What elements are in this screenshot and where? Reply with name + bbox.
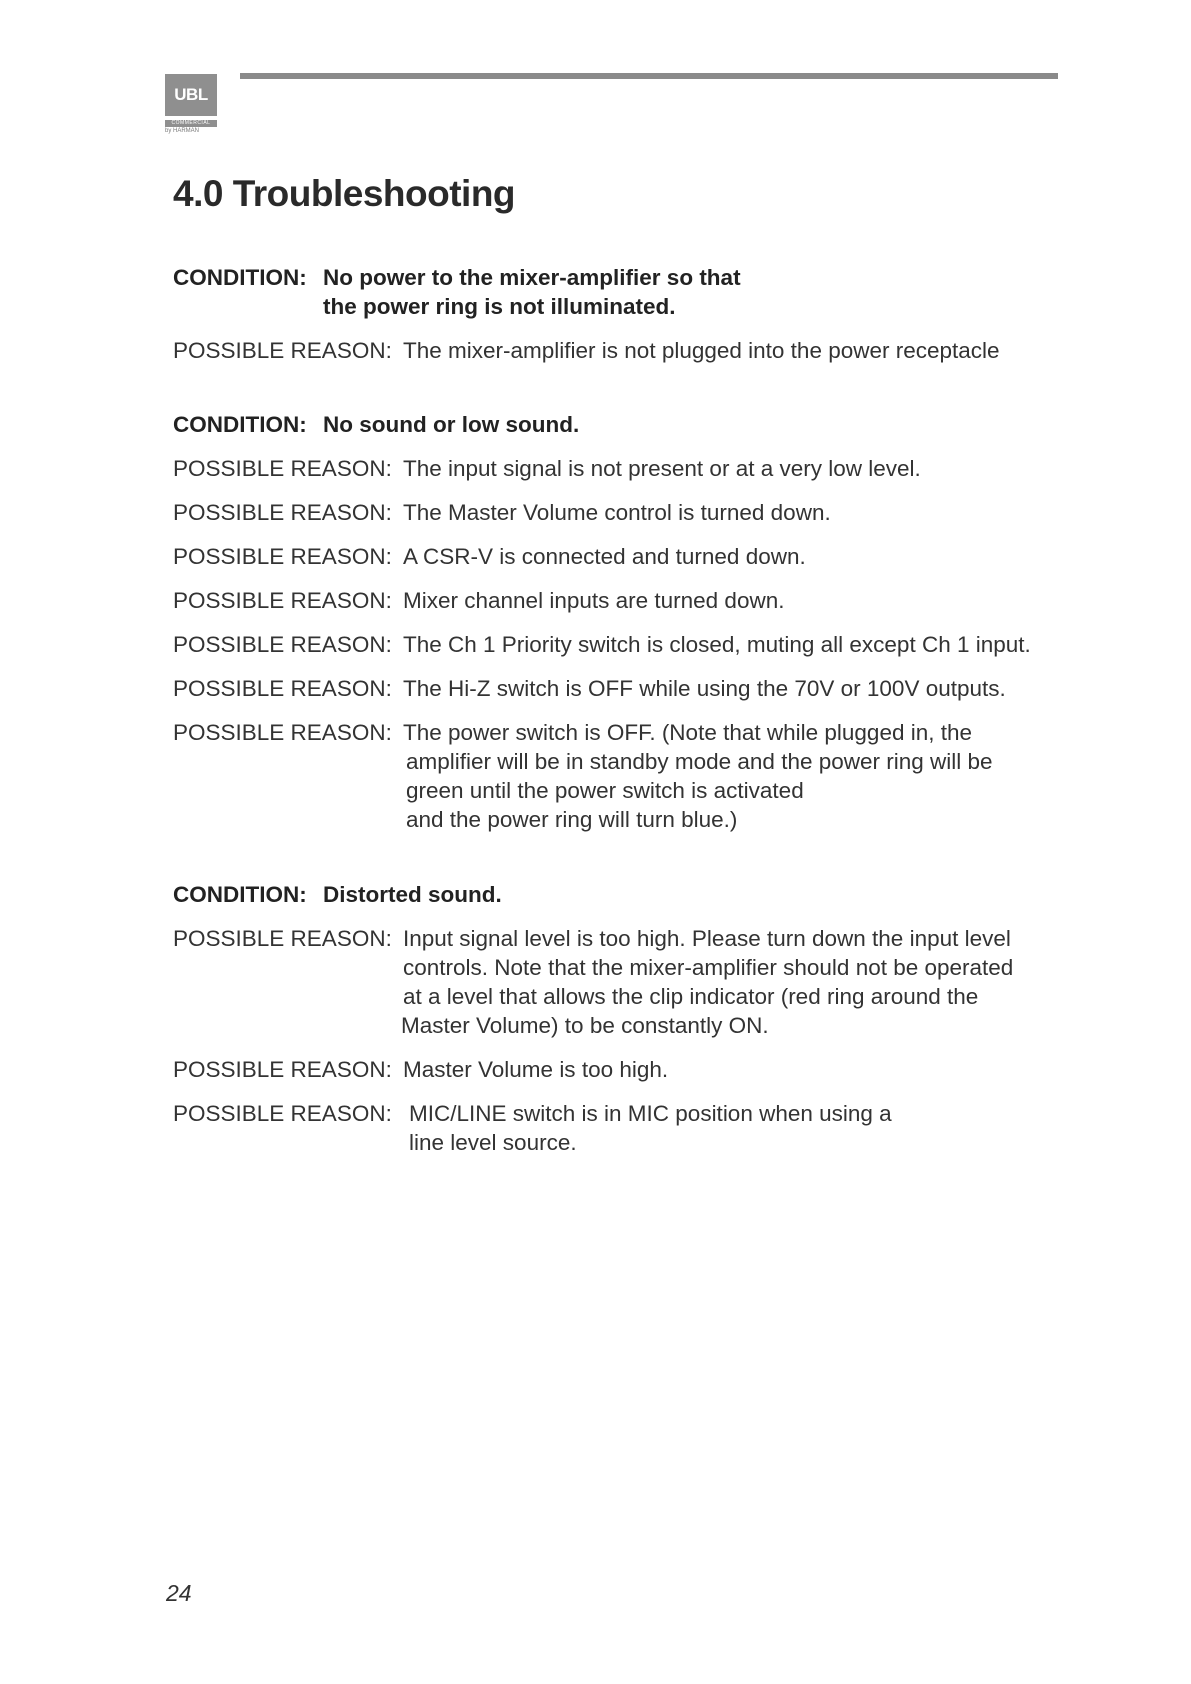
reason-label: POSSIBLE REASON: [173,456,392,481]
reason-row [173,542,1073,571]
reason-line: line level source. [409,1130,577,1155]
reason-line: Mixer channel inputs are turned down. [403,588,785,613]
reason-line: Input signal level is too high. Please turn down the input level [403,926,1011,951]
condition-line: Distorted sound. [323,882,502,907]
section-no-sound [173,410,1073,834]
reason-label: POSSIBLE REASON: [173,926,392,951]
reason-row [173,1099,1073,1157]
page-number: 24 [166,1580,192,1606]
reason-label: POSSIBLE REASON: [173,1057,392,1082]
reason-line: The mixer-amplifier is not plugged into the power receptacle [403,338,1000,363]
reason-line: MIC/LINE switch is in MIC position when using a [409,1101,892,1126]
reason-row [173,674,1073,703]
reason-text [403,1055,1073,1084]
condition-label: CONDITION: [173,412,307,437]
logo-subtext: by HARMAN [165,128,200,134]
reason-label: POSSIBLE REASON: [173,720,392,745]
condition-line: No sound or low sound. [323,412,580,437]
condition-row [173,263,1073,321]
condition-line: No power to the mixer-amplifier so that [323,265,741,290]
reason-line: The Ch 1 Priority switch is closed, muting all except Ch 1 input. [403,632,1031,657]
reason-line: controls. Note that the mixer-amplifier should not be operated [403,955,1014,980]
reason-label: POSSIBLE REASON: [173,544,392,569]
reason-label: POSSIBLE REASON: [173,676,392,701]
logo-bar: COMMERCIAL [165,120,217,127]
reason-line: amplifier will be in standby mode and the power ring will be [406,749,993,774]
reason-label: POSSIBLE REASON: [173,338,392,363]
reason-line: and the power ring will turn blue.) [406,807,738,832]
condition-text [323,410,1073,439]
condition-text [323,880,1073,909]
reason-text [403,336,1073,365]
reason-line: The Hi-Z switch is OFF while using the 70V or 100V outputs. [403,676,1006,701]
condition-label: CONDITION: [173,882,307,907]
reason-row [173,924,1073,1040]
reason-row [173,454,1073,483]
reason-line: The Master Volume control is turned down. [403,500,831,525]
reason-text [403,586,1073,615]
reason-row [173,336,1073,365]
condition-text [323,263,1073,321]
reason-text [403,454,1073,483]
reason-line: The power switch is OFF. (Note that while plugged in, the [403,720,973,745]
section-distorted-sound [173,880,1073,1157]
section-no-power [173,263,1073,365]
reason-text [403,718,1073,834]
jbl-logo [165,74,219,136]
reason-label: POSSIBLE REASON: [173,500,392,525]
reason-text [403,498,1073,527]
reason-text [403,674,1073,703]
reason-row [173,1055,1073,1084]
reason-text [403,542,1073,571]
reason-label: POSSIBLE REASON: [173,588,392,613]
reason-line: The input signal is not present or at a very low level. [403,456,921,481]
reason-row [173,630,1073,659]
reason-label: POSSIBLE REASON: [173,632,392,657]
reason-line: A CSR-V is connected and turned down. [403,544,806,569]
reason-row [173,718,1073,834]
reason-text [409,1099,1073,1157]
reason-text [403,630,1073,659]
reason-text [403,924,1073,1040]
reason-row [173,586,1073,615]
condition-row [173,410,1073,439]
logo-mark: UBL [165,74,217,116]
reason-line: green until the power switch is activated [406,778,804,803]
condition-label: CONDITION: [173,265,307,290]
reason-row [173,498,1073,527]
reason-line: at a level that allows the clip indicator (red ring around the [403,984,979,1009]
condition-line: the power ring is not illuminated. [323,294,676,319]
condition-row [173,880,1073,909]
header-rule [240,73,1058,79]
reason-line: Master Volume) to be constantly ON. [401,1013,769,1038]
page-title: 4.0 Troubleshooting [173,173,516,214]
reason-label: POSSIBLE REASON: [173,1101,392,1126]
reason-line: Master Volume is too high. [403,1057,669,1082]
